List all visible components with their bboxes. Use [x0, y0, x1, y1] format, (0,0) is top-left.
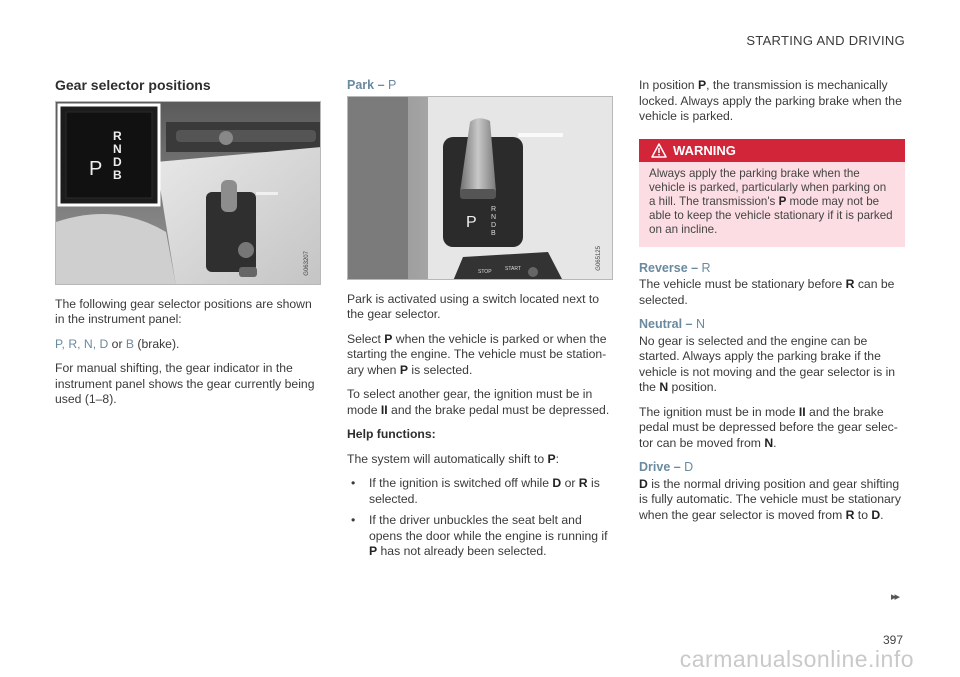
park-lock-text: In position P, the transmission is mechanically locked. Always apply the parking brake when the vehicle is parked. [639, 78, 902, 123]
drive-text: D is the normal driving position and gear shifting is fully automatic. The vehicle must be stationary when the gear selector is moved from R to D. [639, 476, 901, 522]
neutral-heading: Neutral – N [639, 317, 705, 331]
image-start-label: START [505, 265, 521, 272]
column-1 [55, 78, 321, 417]
help-intro: The system will automatically shift to P: [347, 451, 560, 466]
reverse-text: The vehicle must be stationary before R can be selected. [639, 277, 895, 307]
instrument-panel-illustration [56, 102, 321, 285]
warning-box [639, 139, 905, 247]
gear-d: D [113, 154, 122, 169]
reverse-heading: Reverse – R [639, 260, 711, 275]
watermark: carmanualsonline.info [679, 646, 914, 672]
list-item: • If the ignition is switched off while D or R is selected. [347, 476, 613, 507]
warning-triangle-icon [651, 143, 667, 158]
image-gears: R N D B [491, 205, 497, 237]
park-heading: Park – P [347, 78, 397, 92]
display-p: P [89, 157, 103, 180]
neutral-p2: The ignition must be in mode II and the brake pedal must be depressed before the gear selec-tor can be moved from N. [639, 404, 898, 450]
help-functions-title: Help functions: [347, 427, 436, 441]
warning-title: WARNING [673, 142, 736, 158]
image-p-label: P [466, 213, 477, 231]
instrument-panel-image [55, 101, 321, 285]
image-stop-label: STOP [478, 268, 492, 275]
gear-selector-illustration [348, 97, 613, 280]
gear-selector-image [347, 96, 613, 280]
image-code: G063207 [303, 250, 310, 276]
column-3 [639, 78, 905, 532]
neutral-p1: No gear is selected and the engine can be started. Always apply the parking brake if the vehicle is not moving and the gear selector is in the N position. [639, 333, 896, 394]
section-header: STARTING AND DRIVING [746, 33, 905, 48]
page-number: 397 [882, 633, 903, 647]
gear-selector-title: Gear selector positions [55, 77, 211, 93]
list-item: • If the driver unbuckles the seat belt and opens the door while the engine is running if P has not already been selected. [347, 513, 613, 560]
park-p3: To select another gear, the ignition must be in mode II and the brake pedal must be depressed. [347, 387, 610, 417]
gear-n: N [113, 141, 122, 156]
drive-heading: Drive – D [639, 460, 694, 474]
gear-r: R [113, 128, 122, 143]
gear-b: B [113, 167, 122, 182]
park-p1: Park is activated using a switch located next to the gear selector. [347, 291, 600, 321]
warning-body: Always apply the parking brake when the vehicle is parked, particularly when parking on a hill. The transmission's P mode may not be able to keep the vehicle stationary if it is parked on an incline. [649, 166, 893, 236]
image-code: G065125 [595, 245, 602, 271]
continued-marker: ▸▸ [890, 591, 898, 603]
positions-list: P, R, N, D or B (brake). [55, 336, 180, 351]
column-2 [347, 78, 613, 566]
intro-text: The following gear selector positions are shown in the instrument panel: [55, 296, 312, 326]
park-p2: Select P when the vehicle is parked or when the starting the engine. The vehicle must be station-ary when P is selected. [347, 331, 607, 377]
display-gears [113, 130, 122, 182]
help-list [347, 476, 613, 560]
manual-shifting-text: For manual shifting, the gear indicator in the instrument panel shows the gear currently being used (1–8). [55, 361, 315, 406]
warning-header [639, 139, 905, 162]
